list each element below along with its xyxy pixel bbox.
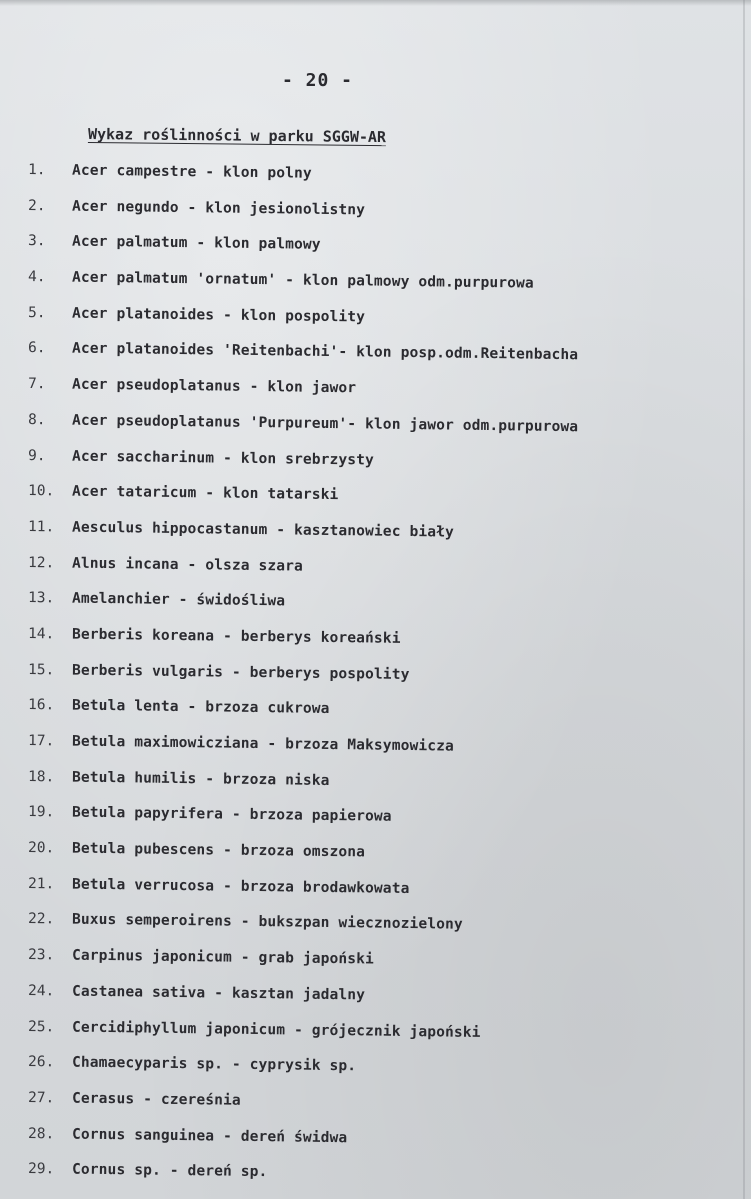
list-item-text: Chamaecyparis sp. - cyprysik sp. [71, 1054, 357, 1075]
list-item-number: 1. [27, 162, 46, 179]
list-item-text: Acer platanoides 'Reitenbachi'- klon posp.odm.Reitenbacha [71, 341, 579, 364]
list-item-text: Cerasus - czereśnia [71, 1090, 241, 1109]
list-item-number: 28. [27, 1125, 55, 1142]
list-item-text: Berberis vulgaris - berberys pospolity [71, 662, 410, 683]
list-item-number: 13. [27, 590, 55, 607]
page-title: Wykaz roślinności w parku SGGW-AR [87, 125, 387, 147]
list-item-text: Betula maximowicziana - brzoza Maksymowicza [71, 733, 455, 755]
list-item-text: Acer tataricum - klon tatarski [71, 483, 339, 504]
list-item-number: 9. [27, 447, 46, 464]
paper-fold-line [743, 0, 745, 1199]
list-item-number: 26. [27, 1054, 55, 1071]
list-item-text: Betula verrucosa - brzoza brodawkowata [71, 876, 410, 897]
list-item-text: Acer palmatum - klon palmowy [71, 233, 321, 254]
list-item-number: 11. [27, 518, 55, 536]
list-item-text: Betula humilis - brzoza niska [71, 769, 330, 789]
list-item-text: Berberis koreana - berberys koreański [71, 626, 401, 647]
list-item-number: 27. [27, 1089, 55, 1107]
list-item-text: Acer saccharinum - klon srebrzysty [71, 448, 375, 469]
list-item-number: 7. [27, 376, 46, 393]
list-item-number: 12. [27, 554, 55, 571]
list-item-number: 14. [27, 625, 55, 643]
page-number: - 20 - [282, 70, 354, 91]
list-item-text: Acer negundo - klon jesionolistny [71, 198, 366, 219]
list-item-number: 15. [27, 661, 55, 678]
list-item-text: Acer pseudoplatanus - klon jawor [71, 376, 357, 397]
list-item-number: 4. [27, 269, 46, 286]
list-item-number: 29. [27, 1161, 55, 1178]
list-item-number: 17. [27, 733, 55, 750]
list-item-number: 20. [27, 840, 55, 857]
list-item-number: 6. [27, 340, 46, 357]
list-item-number: 24. [27, 982, 55, 1000]
list-item-text: Betula pubescens - brzoza omszona [71, 840, 366, 861]
list-item-text: Cornus sp. - dereń sp. [71, 1161, 268, 1181]
list-item-text: Cornus sanguinea - dereń świdwa [71, 1126, 348, 1146]
list-item-number: 25. [27, 1018, 55, 1035]
list-item-text: Acer campestre - klon polny [71, 162, 312, 182]
list-item-number: 8. [27, 411, 46, 429]
list-item-text: Acer platanoides - klon pospolity [71, 305, 366, 326]
list-item-text: Alnus incana - olsza szara [71, 555, 304, 575]
list-item-number: 22. [27, 911, 55, 928]
list-item-number: 18. [27, 768, 55, 786]
list-item-text: Buxus semperoirens - bukszpan wiecznozielony [71, 912, 463, 934]
list-item-text: Carpinus japonicum - grab japoński [71, 947, 375, 968]
list-item-number: 5. [27, 304, 46, 321]
species-list [28, 160, 728, 1195]
list-item-number: 3. [27, 233, 46, 250]
list-item-number: 16. [27, 697, 55, 714]
list-item-number: 19. [27, 804, 55, 821]
paper-top-edge [0, 0, 751, 6]
list-item-text: Castanea sativa - kasztan jadalny [71, 983, 366, 1004]
list-item-text: Betula papyrifera - brzoza papierowa [71, 804, 392, 826]
list-item-text: Acer pseudoplatanus 'Purpureum'- klon jawor odm.purpurowa [71, 412, 579, 436]
list-item-text: Amelanchier - świdośliwa [71, 590, 286, 610]
list-item-text: Acer palmatum 'ornatum' - klon palmowy odm.purpurowa [71, 269, 534, 292]
list-item-text: Betula lenta - brzoza cukrowa [71, 697, 330, 718]
list-item-text: Aesculus hippocastanum - kasztanowiec biały [71, 519, 455, 541]
list-item-number: 23. [27, 947, 55, 964]
list-item-text: Cercidiphyllum japonicum - grójecznik japoński [71, 1019, 481, 1041]
list-item-number: 2. [27, 197, 46, 214]
list-item-number: 21. [27, 875, 55, 893]
list-item-number: 10. [27, 483, 55, 500]
